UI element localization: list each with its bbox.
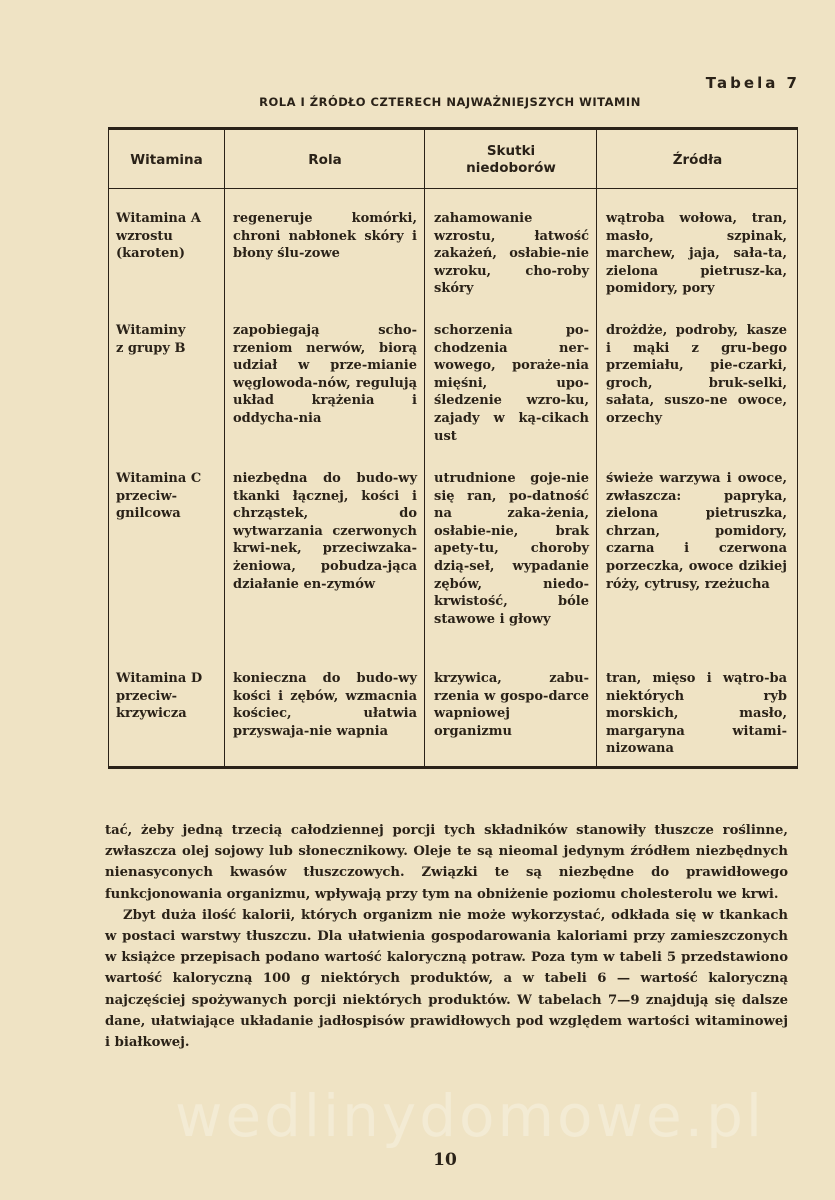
paragraph: tać, żeby jedną trzecią całodziennej porcji tych składników stanowiły tłuszcze roślinne, zwłaszcza olej sojowy lub słonecznikowy. Oleje te są nieomal jedynym źródłem niezbędnych nienasyconych kwasów tłuszczowych. Związki te są niezbędne do prawidłowego funkcjonowania organizmu, wpływają przy tym na obniżenie poziomu cholesterolu we krwi.	[105, 823, 788, 902]
row-d-skutki: krzywica, zabu-rzenia w gospo-darce wapniowej organizmu	[434, 671, 589, 739]
column-header-skutki: Skutki niedoborów	[466, 143, 556, 176]
column-divider	[596, 130, 597, 766]
row-b-skutki: schorzenia po-chodzenia ner-wowego, poraże-nia mięśni, upo-śledzenie wzro-ku, zajady w ką-cikach ust	[434, 323, 589, 444]
row-c-zrodla: świeże warzywa i owoce, zwłaszcza: papryka, zielona pietruszka, chrzan, pomidory, czarna i czerwona porzeczka, owoce dzikiej róży, cytrusy, rzeżucha	[606, 471, 787, 592]
paragraph: Zbyt duża ilość kalorii, których organizm nie może wykorzystać, odkłada się w tkankach w postaci warstwy tłuszczu. Dla ułatwienia gospodarowania kaloriami przy zamieszczonych w książce przepisach podano wartość kaloryczną potraw. Poza tym w tabeli 5 przedstawiono wartość kaloryczną 100 g niektórych produktów, a w tabeli 6 — wartość kaloryczną najczęściej spożywanych porcji niektórych produktów. W tabelach 7—9 znajdują się dalsze dane, ułatwiające układanie jadłospisów prawidłowych pod względem wartości witaminowej i białkowej.	[105, 907, 788, 1051]
row-c-skutki: utrudnione goje-nie się ran, po-datność na zaka-żenia, osłabie-nie, brak apety-tu, choroby dzią-seł, wypadanie zębów, niedo-krwistość, bóle stawowe i głowy	[434, 471, 589, 627]
row-d-witamina: Witamina D przeciw- krzywicza	[116, 671, 203, 722]
column-divider	[224, 130, 225, 766]
row-a-witamina: Witamina A wzrostu (karoten)	[116, 211, 201, 262]
row-d-rola: konieczna do budo-wy kości i zębów, wzmacnia kościec, ułatwia przyswaja-nie wapnia	[233, 671, 417, 739]
row-b-witamina: Witaminy z grupy B	[116, 323, 186, 356]
column-header-zrodla: Źródła	[672, 151, 723, 168]
row-a-zrodla: wątroba wołowa, tran, masło, szpinak, marchew, jaja, sała-ta, zielona pietrusz-ka, pomidory, pory	[606, 211, 787, 297]
row-d-zrodla: tran, mięso i wątro-ba niektórych ryb morskich, masło, margaryna witami-nizowana	[606, 671, 787, 757]
column-divider	[424, 130, 425, 766]
page-number: 10	[433, 1150, 457, 1170]
row-a-rola: regeneruje komórki, chroni nabłonek skóry i błony ślu-zowe	[233, 211, 417, 262]
body-text	[105, 820, 788, 1053]
row-c-witamina: Witamina C przeciw- gnilcowa	[116, 471, 202, 522]
table-title: ROLA I ŹRÓDŁO CZTERECH NAJWAŻNIEJSZYCH WITAMIN	[259, 95, 641, 109]
row-b-zrodla: drożdże, podroby, kasze i mąki z gru-bego przemiału, pie-czarki, groch, bruk-selki, sałata, suszo-ne owoce, orzechy	[606, 323, 787, 426]
column-header-witamina: Witamina	[130, 151, 203, 168]
row-a-skutki: zahamowanie wzrostu, łatwość zakażeń, osłabie-nie wzroku, cho-roby skóry	[434, 211, 589, 297]
column-header-rola: Rola	[308, 151, 342, 168]
row-c-rola: niezbędna do budo-wy tkanki łącznej, kości i chrząstek, do wytwarzania czerwonych krwi-nek, przeciwzaka-żeniowa, pobudza-jąca działanie en-zymów	[233, 471, 417, 592]
vitamin-table	[108, 127, 798, 769]
watermark: wedlinydomowe.pl	[174, 1082, 766, 1150]
row-b-rola: zapobiegają scho-rzeniom nerwów, biorą udział w prze-mianie węglowoda-nów, regulują układ krążenia i oddycha-nia	[233, 323, 417, 426]
table-number-label: Tabela 7	[705, 74, 800, 92]
